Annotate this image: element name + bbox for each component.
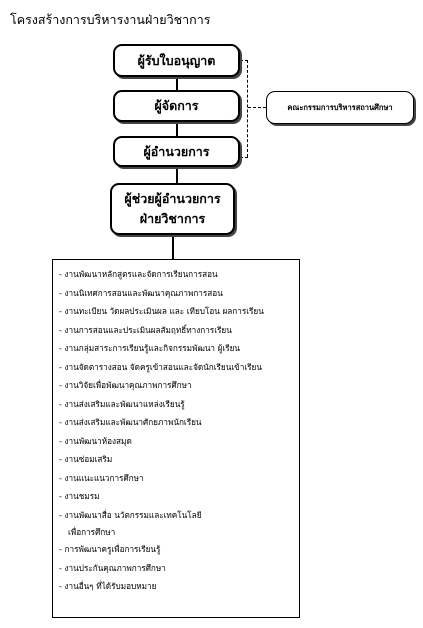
connector-licensee-manager [176,77,178,90]
duty-item: - งานซ่อมเสริม [59,454,113,464]
node-academic-assistant [110,183,235,235]
dashed-connector-director [240,157,248,158]
duty-item: - งานพัฒนาหลักสูตรและจัดการเรียนการสอน [59,269,218,279]
duty-item: - งานพัฒนาห้องสมุด [59,435,132,446]
duty-item: - งานประกันคุณภาพการศึกษา [59,562,166,573]
node-committee [266,91,414,124]
duty-item: - งานจัดตารางสอน จัดครูเข้าสอนและจัดนักเรียนเข้าเรียน [59,361,262,372]
duties-list [59,265,299,596]
dashed-connector-vertical [247,60,248,157]
duty-item-media-line2: เพื่อการศึกษา [68,527,116,537]
duty-item-media [59,506,299,541]
node-director-label: ผู้อำนวยการ [143,143,210,159]
duty-item: - งานทะเบียน วัดผลประเมินผล และ เทียบโอน ผลการเรียน [59,306,264,316]
node-committee-label: คณะกรรมการบริหารสถานศึกษา [287,102,393,112]
page-title: โครงสร้างการบริหารงานฝ่ายวิชาการ [10,12,211,27]
duty-item: - งานนิเทศการสอนและพัฒนาคุณภาพการสอน [59,287,223,298]
duty-item: - งานกลุ่มสาระการเรียนรู้และกิจกรรมพัฒนา ผู้เรียน [59,343,241,353]
dashed-connector-committee [248,107,266,108]
connector-manager-director [176,122,178,136]
duty-item: - งานส่งเสริมและพัฒนาแหล่งเรียนรู้ [59,398,185,409]
duty-item: - การพัฒนาครูเพื่อการเรียนรู้ [59,544,161,554]
duty-item: - งานชมรม [59,491,100,501]
node-director [113,136,240,167]
connector-director-assistant [176,167,178,183]
node-licensee-label: ผู้รับใบอนุญาต [137,52,216,68]
duty-item: - งานการสอนและประเมินผลสัมฤทธิ์ทางการเรียน [59,324,232,335]
node-assistant-label-line2: ฝ่ายวิชาการ [139,211,206,226]
duties-box [52,259,300,618]
node-manager [113,90,240,122]
duty-item: - งานวิจัยเพื่อพัฒนาคุณภาพการศึกษา [59,380,192,390]
duty-item: - งานอื่นๆ ที่ได้รับมอบหมาย [59,581,157,591]
node-assistant-label-line1: ผู้ช่วยผู้อำนวยการ [124,191,221,206]
duty-item-media-line1: - งานพัฒนาสื่อ นวัตกรรมและเทคโนโลยี [59,509,202,520]
node-licensee [113,44,240,77]
node-manager-label: ผู้จัดการ [154,98,199,113]
duty-item: - งานแนะแนวการศึกษา [59,472,144,483]
duty-item: - งานส่งเสริมและพัฒนาศักยภาพนักเรียน [59,417,202,427]
connector-assistant-duties [172,235,174,259]
